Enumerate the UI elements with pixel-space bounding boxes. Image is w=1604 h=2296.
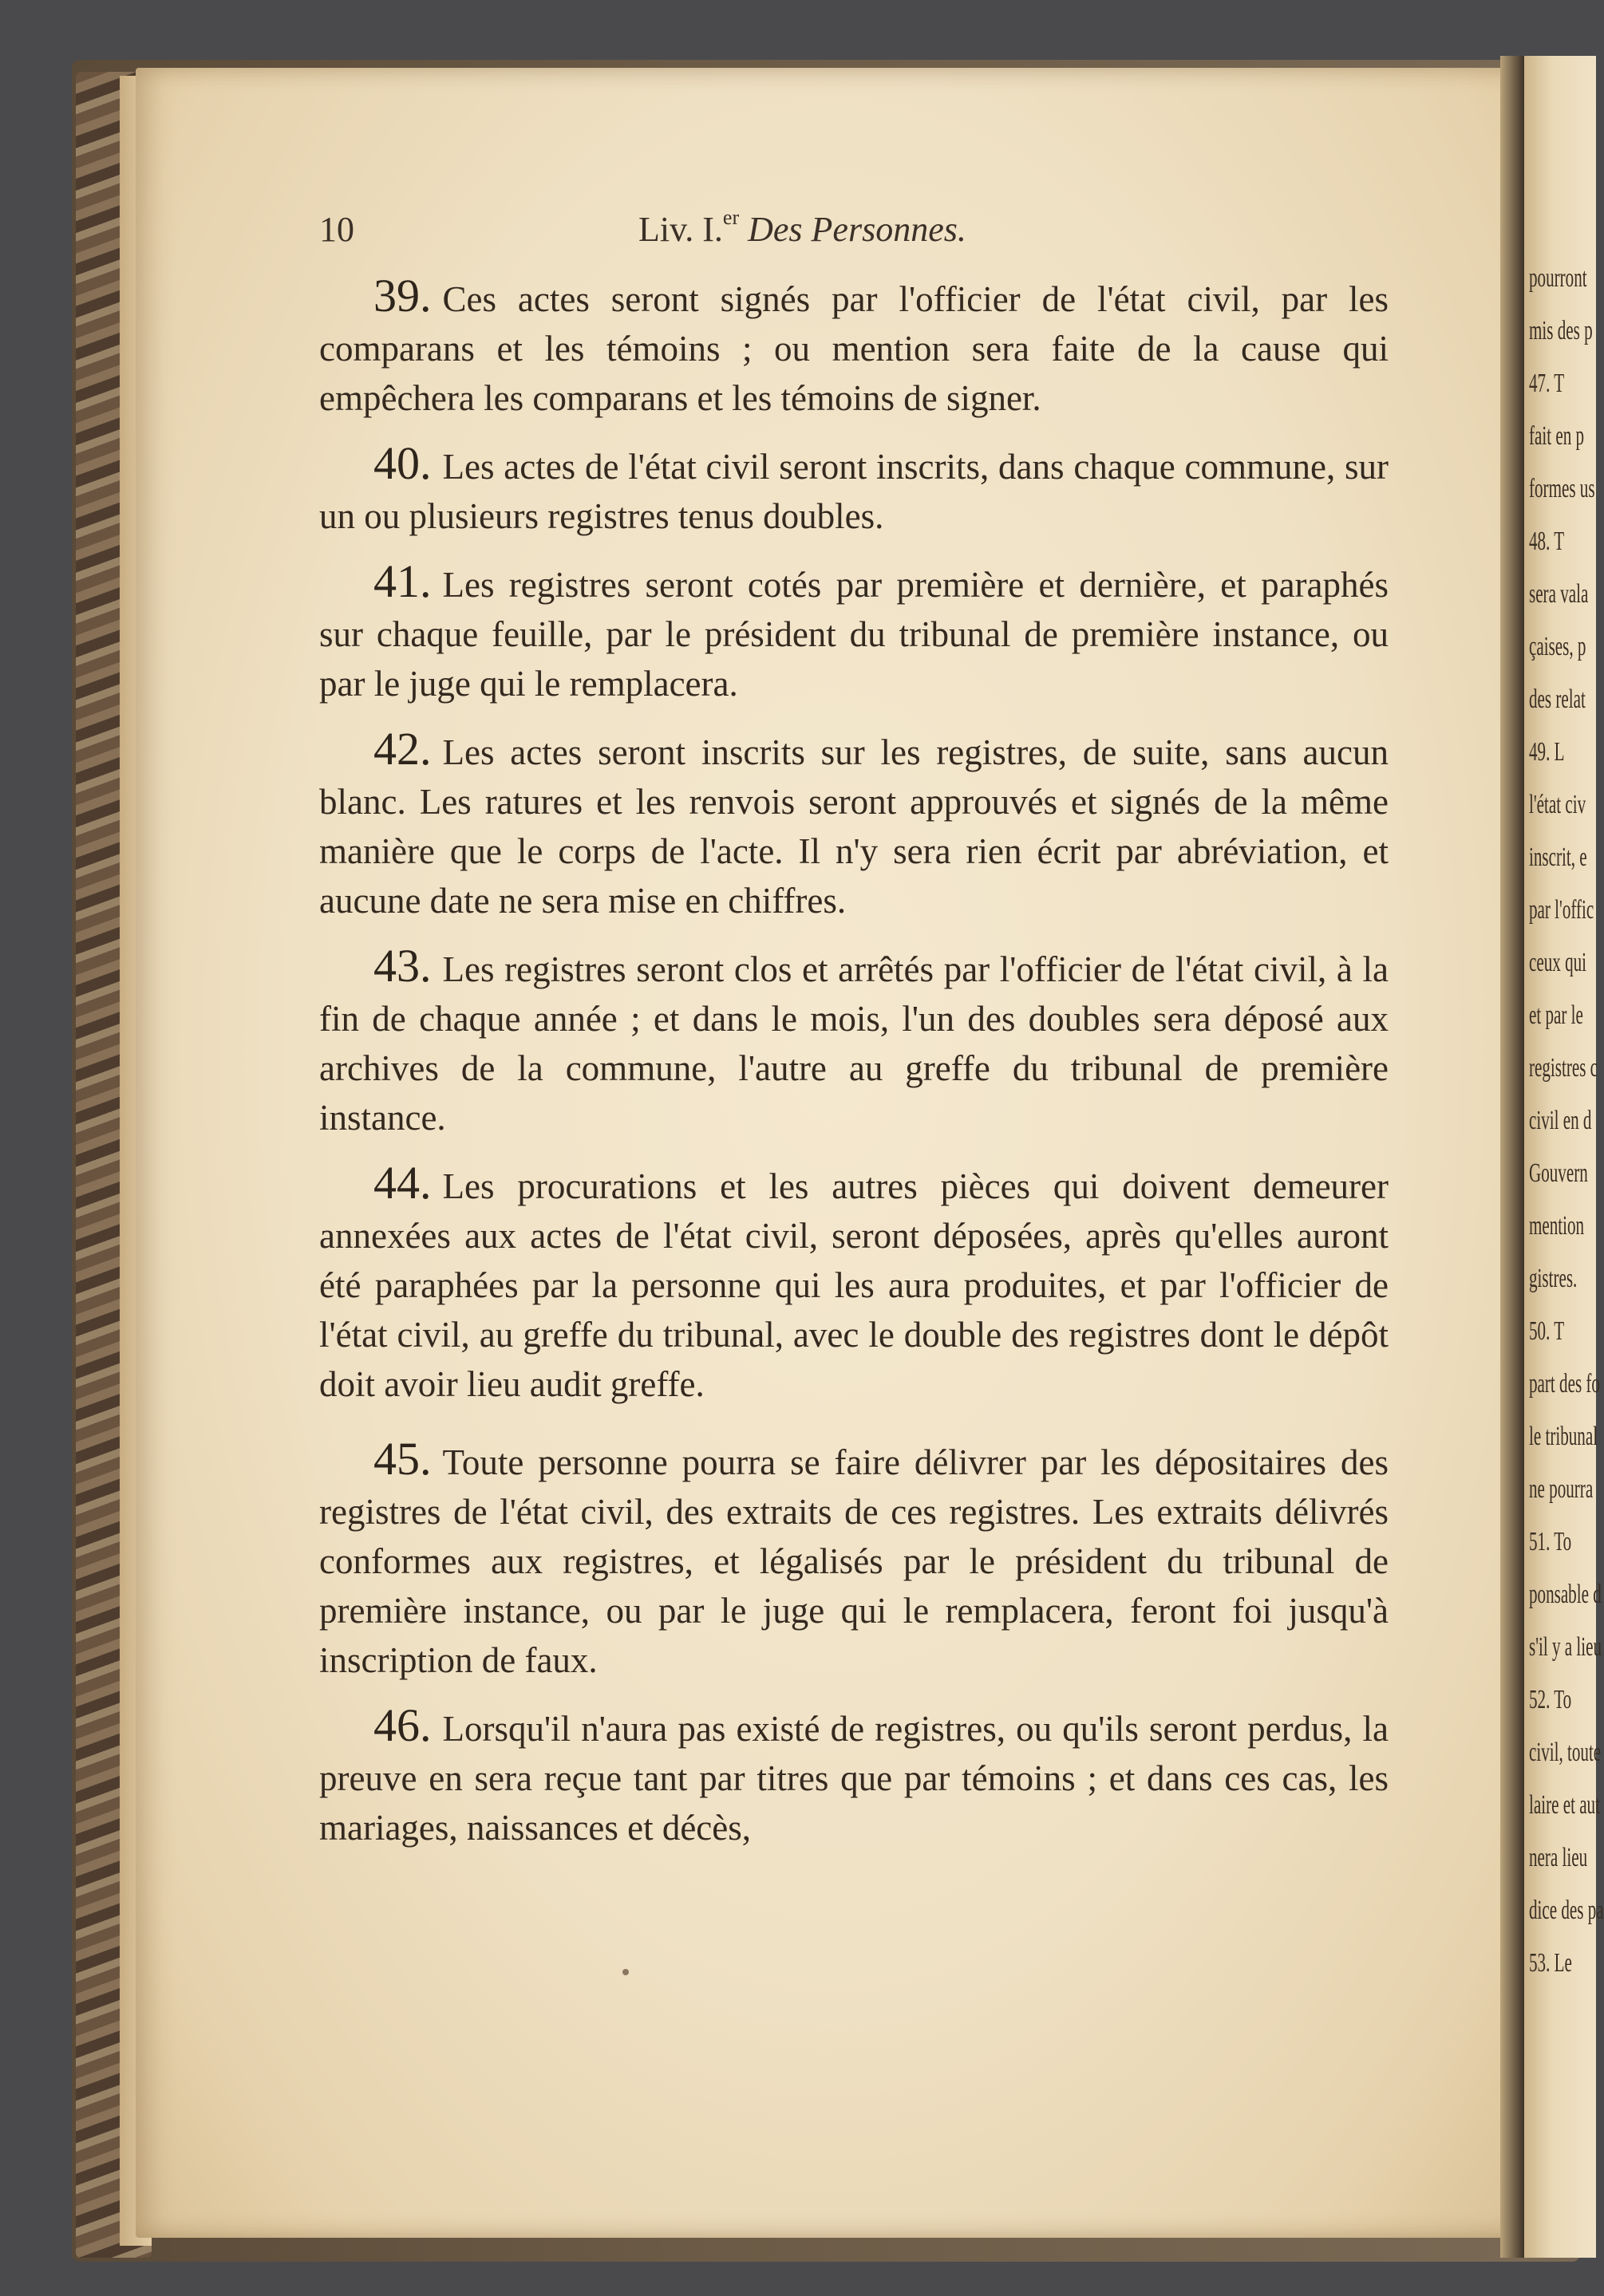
facing-page-line: formes us (1529, 474, 1595, 503)
article-44 (319, 1158, 1389, 1409)
facing-page-line: part des fo (1529, 1369, 1600, 1399)
article-text: Les actes de l'état civil seront inscrits, dans chaque commune, sur un ou plusieurs registres tenus doubles. (319, 447, 1389, 536)
facing-page-line: çaises, p (1529, 632, 1586, 661)
article-number: 41. (373, 555, 432, 607)
page-number: 10 (319, 210, 354, 249)
article-39 (319, 271, 1389, 423)
facing-page-line: le tribunal (1529, 1422, 1598, 1451)
article-number: 42. (373, 723, 432, 775)
article-number: 40. (373, 437, 432, 489)
facing-page-line: nera lieu (1529, 1843, 1588, 1872)
facing-page-line: et par le (1529, 1000, 1583, 1030)
facing-page-line: 49. L (1529, 737, 1565, 767)
running-title (638, 206, 966, 250)
article-text: Les procurations et les autres pièces qui doivent demeurer annexées aux actes de l'état civil, seront déposées, après qu'elles auront été paraphées par la personne qui les aura produites, et par l'officier de l'état civil, au greffe du tribunal, avec le double des registres dont le dépôt doit avoir lieu audit greffe. (319, 1166, 1389, 1404)
facing-page-line: Gouvern (1529, 1158, 1588, 1188)
page-header (319, 206, 1389, 257)
facing-page-line: ponsable d (1529, 1580, 1602, 1609)
facing-page-line: gistres. (1529, 1264, 1578, 1293)
facing-page-line: mention (1529, 1211, 1585, 1241)
article-42 (319, 724, 1389, 925)
facing-page-line: 48. T (1529, 527, 1565, 556)
running-title-sup: er (722, 206, 740, 229)
facing-page-line: civil, toute (1529, 1738, 1602, 1767)
article-text: Les actes seront inscrits sur les registres, de suite, sans aucun blanc. Les ratures et les renvois seront approuvés et signés de la même manière que le corps de l'acte. Il n'y sera rien écrit par abréviation, et aucune date ne sera mise en chiffres. (319, 732, 1389, 921)
article-number: 43. (373, 940, 432, 992)
article-text: Les registres seront cotés par première et dernière, et paraphés sur chaque feuille, par le président du tribunal de première instance, ou par le juge qui le remplacera. (319, 565, 1389, 704)
facing-page-line: des relat (1529, 684, 1586, 714)
facing-page-line: par l'offic (1529, 895, 1594, 925)
facing-page-line: civil en d (1529, 1106, 1592, 1135)
facing-page-line: sera vala (1529, 579, 1589, 609)
article-number: 45. (373, 1433, 432, 1485)
facing-page-line: ne pourra (1529, 1474, 1594, 1504)
facing-page-line: registres c (1529, 1053, 1598, 1083)
facing-page-line: mis des p (1529, 316, 1593, 345)
article-40 (319, 439, 1389, 541)
facing-page-line: laire et aut (1529, 1790, 1600, 1820)
facing-page-line: 51. To (1529, 1527, 1572, 1556)
facing-page-line: dice des pa (1529, 1896, 1604, 1925)
facing-page-line: l'état civ (1529, 790, 1586, 819)
facing-page-line: fait en p (1529, 421, 1585, 451)
facing-page (1524, 56, 1604, 2258)
article-46 (319, 1701, 1389, 1852)
facing-page-line: ceux qui (1529, 948, 1587, 977)
article-text: Ces actes seront signés par l'officier de l'état civil, par les comparans et les témoins ; ou mention sera faite de la cause qui empêchera les comparans et les témoins de signer. (319, 279, 1389, 418)
page-body (319, 271, 1389, 1868)
article-45 (319, 1434, 1389, 1685)
facing-page-line: 47. T (1529, 369, 1565, 398)
article-number: 39. (373, 270, 432, 322)
running-title-prefix: Liv. I. (638, 210, 723, 249)
facing-page-line: 50. T (1529, 1316, 1565, 1346)
article-text: Les registres seront clos et arrêtés par l'officier de l'état civil, à la fin de chaque année ; et dans le mois, l'un des doubles sera déposé aux archives de la commune, l'autre au greffe du tribunal de première instance. (319, 949, 1389, 1138)
ink-speck (622, 1969, 629, 1975)
article-43 (319, 941, 1389, 1142)
article-text: Lorsqu'il n'aura pas existé de registres, ou qu'ils seront perdus, la preuve en sera reçue tant par titres que par témoins ; et dans ces cas, les mariages, naissances et décès, (319, 1709, 1389, 1848)
article-number: 44. (373, 1157, 432, 1209)
facing-page-line: inscrit, e (1529, 842, 1587, 872)
running-title-italic: Des Personnes. (748, 210, 966, 249)
article-text: Toute personne pourra se faire délivrer par les dépositaires des registres de l'état civil, des extraits de ces registres. Les extraits délivrés conformes aux registres, et légalisés par le président du tribunal de première instance, ou par le juge qui le remplacera, feront foi jusqu'à inscription de faux. (319, 1442, 1389, 1680)
article-number: 46. (373, 1699, 432, 1751)
facing-page-line: s'il y a lieu (1529, 1632, 1602, 1662)
facing-page-line: 52. To (1529, 1685, 1572, 1714)
facing-page-line: pourront (1529, 263, 1587, 293)
article-41 (319, 557, 1389, 708)
facing-page-line: 53. Le (1529, 1948, 1572, 1978)
